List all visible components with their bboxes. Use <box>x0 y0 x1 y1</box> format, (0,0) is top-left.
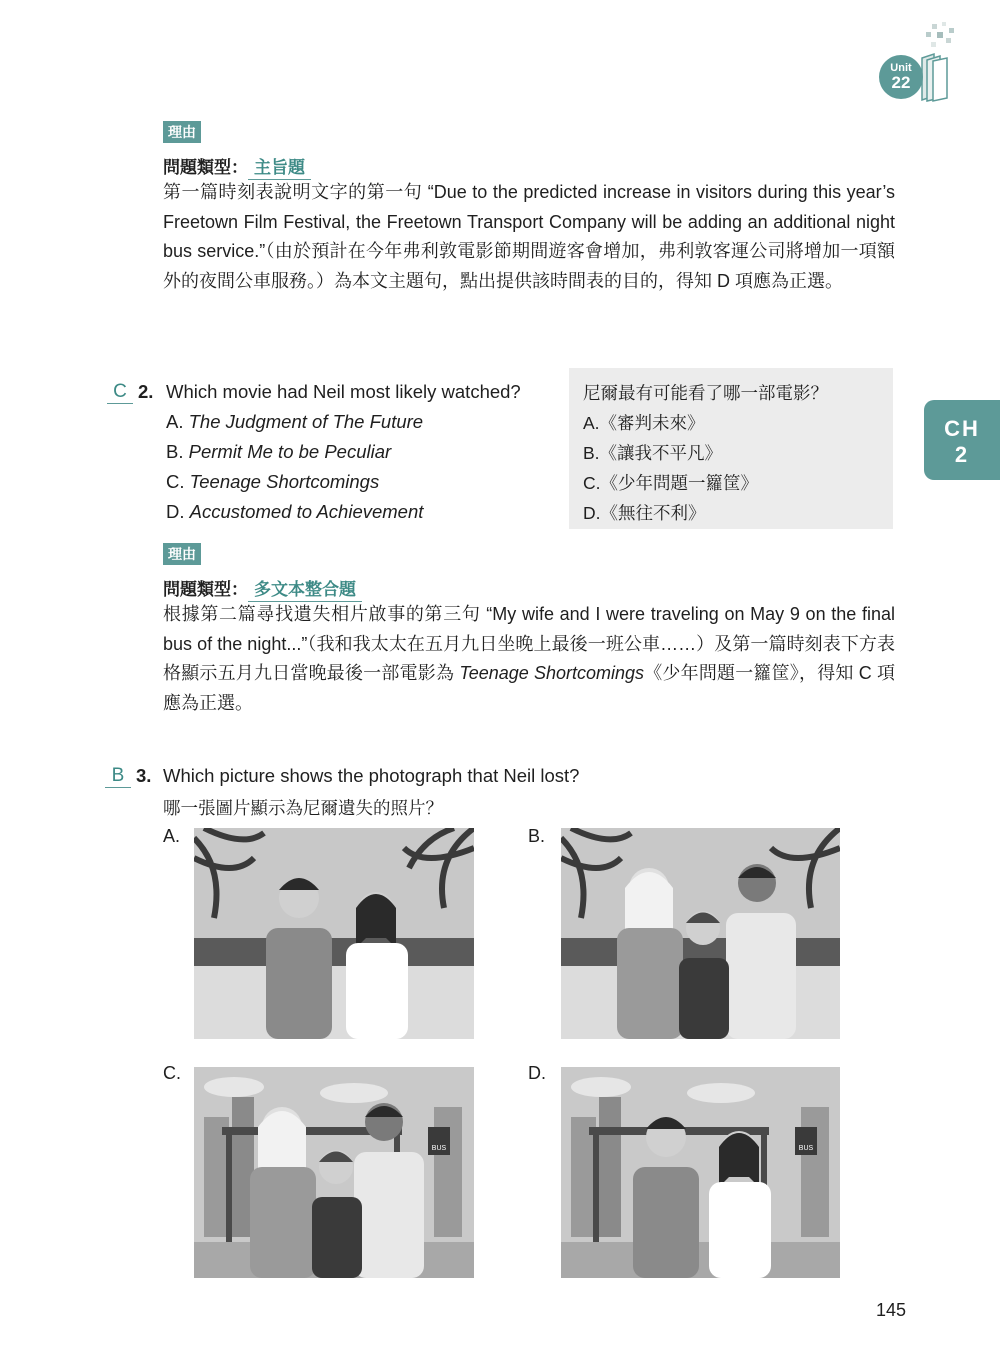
question-type-value: 主旨題 <box>248 158 311 180</box>
decorative-dots-icon <box>922 22 958 52</box>
picture-label-b: B. <box>528 826 546 846</box>
option-letter: B. <box>166 441 184 462</box>
picture-label-a: A. <box>163 826 181 846</box>
unit-number: 22 <box>891 73 911 92</box>
picture-a-beach-couple[interactable] <box>194 828 474 1039</box>
question-type-label: 問題類型： <box>163 158 248 177</box>
explanation-text: 根據第二篇尋找遺失相片啟事的第三句 “My wife and I were traveling on May 9 on the final bus of the night...”（我和我太太在五月九日坐晚上最後一班公車……）及第一篇時刻表下方表格顯示五月九日當晚最後一部電影為 <box>163 604 895 683</box>
question-type <box>163 153 311 178</box>
picture-label-d: D. <box>528 1063 546 1083</box>
bus-sign: BUS <box>431 1145 447 1152</box>
option-d <box>166 501 423 523</box>
explanation-text: 《少年問題一籮筐》，得知 C 項應為正選。 <box>163 663 895 713</box>
reason-tag: 理由 <box>163 121 201 143</box>
book-icon <box>918 52 952 102</box>
unit-badge <box>879 55 923 99</box>
translation-option: A.《審判未來》 <box>583 413 705 433</box>
translation-question: 尼爾最有可能看了哪一部電影？ <box>583 383 828 403</box>
question-type-value: 多文本整合題 <box>248 580 362 602</box>
picture-d-bus-stop-couple[interactable] <box>561 1067 840 1278</box>
chapter-tab-number: 2 <box>954 442 970 467</box>
explanation-paragraph: 第一篇時刻表說明文字的第一句 “Due to the predicted increase in visitors during this year’s Freetown Film Festival, the Freetown Transport Company will be adding an additional night bus service.”（由於預計在今年弗利敦電影節期間遊客會增加，弗利敦客運公司將增加一項額外的夜間公車服務。）為本文主題句，點出提供該時間表的目的，得知 D 項應為正選。 <box>163 182 895 291</box>
option-a <box>166 411 423 433</box>
chapter-tab-label: CH <box>944 416 980 441</box>
answer-key: C <box>107 381 133 404</box>
question-text: Which picture shows the photograph that Neil lost? <box>163 765 580 786</box>
translation-option: D.《無往不利》 <box>583 503 706 523</box>
page-number: 145 <box>876 1300 907 1320</box>
option-letter: D. <box>166 501 185 522</box>
option-letter: C. <box>166 471 185 492</box>
option-c <box>166 471 379 493</box>
option-b <box>166 441 391 463</box>
bus-sign: BUS <box>798 1145 814 1152</box>
option-title: The Judgment of The Future <box>188 411 424 432</box>
picture-label-c: C. <box>163 1063 181 1083</box>
movie-title: Teenage Shortcomings <box>459 663 645 683</box>
question-number: 2. <box>138 381 154 402</box>
option-title: Accustomed to Achievement <box>189 501 424 522</box>
question-translation: 哪一張圖片顯示為尼爾遺失的照片？ <box>163 798 443 818</box>
picture-c-bus-stop-family[interactable] <box>194 1067 474 1278</box>
option-letter: A. <box>166 411 184 432</box>
question-type-label: 問題類型： <box>163 580 248 599</box>
reason-tag: 理由 <box>163 543 201 565</box>
option-title: Permit Me to be Peculiar <box>188 441 392 462</box>
question-text: Which movie had Neil most likely watched? <box>166 381 521 402</box>
translation-option: B.《讓我不平凡》 <box>583 443 723 463</box>
translation-option: C.《少年問題一籮筐》 <box>583 473 758 493</box>
unit-label: Unit <box>890 62 912 74</box>
translation-box <box>569 368 893 529</box>
chapter-tab[interactable] <box>924 400 1000 480</box>
answer-key: B <box>105 765 131 788</box>
question-type <box>163 575 362 600</box>
picture-b-beach-family[interactable] <box>561 828 840 1039</box>
explanation-paragraph <box>163 600 895 718</box>
question-number: 3. <box>136 765 152 786</box>
option-title: Teenage Shortcomings <box>189 471 380 492</box>
